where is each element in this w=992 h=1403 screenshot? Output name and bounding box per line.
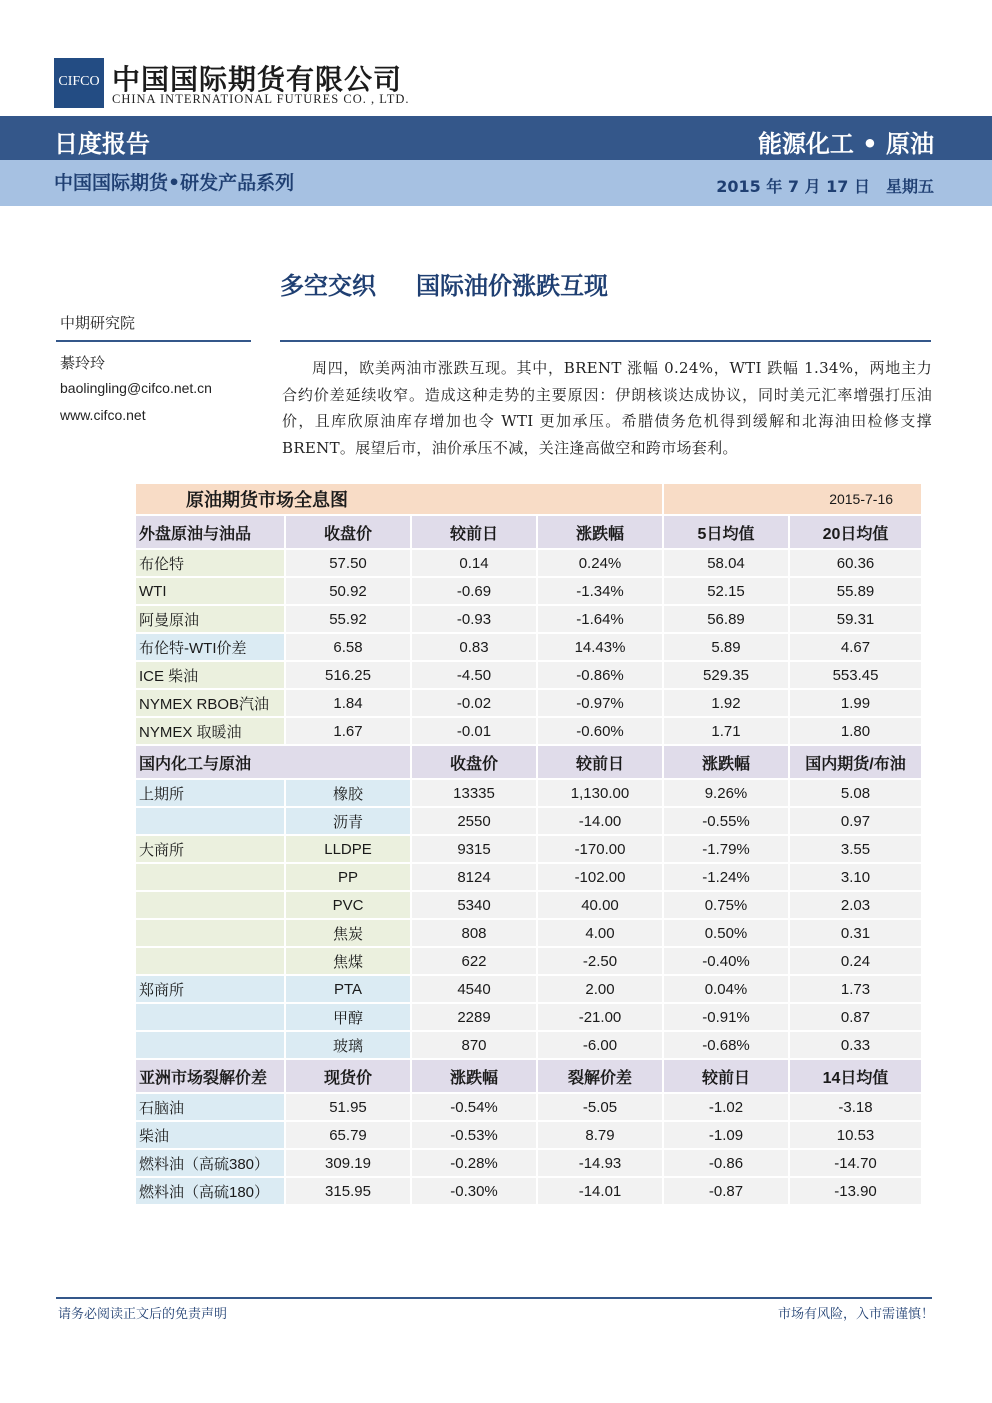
table-cell: -13.90 xyxy=(789,1177,922,1205)
exchange-label xyxy=(135,863,285,891)
table-cell: 50.92 xyxy=(285,577,411,605)
row-label: 布伦特 xyxy=(135,549,285,577)
column-header: 外盘原油与油品 xyxy=(135,515,285,549)
table-cell: -0.93 xyxy=(411,605,537,633)
logo-mark: CIFCO xyxy=(58,74,100,89)
author-email[interactable]: baolingling@cifco.net.cn xyxy=(60,380,212,396)
report-type: 日度报告 xyxy=(54,130,150,158)
row-label: 阿曼原油 xyxy=(135,605,285,633)
table-cell: 5340 xyxy=(411,891,537,919)
table-cell: 1.73 xyxy=(789,975,922,1003)
table-cell: -14.93 xyxy=(537,1149,663,1177)
table-cell: -4.50 xyxy=(411,661,537,689)
table-cell: 0.24% xyxy=(537,549,663,577)
table-cell: -0.97% xyxy=(537,689,663,717)
table-cell: 315.95 xyxy=(285,1177,411,1205)
table-cell: -0.87 xyxy=(663,1177,789,1205)
table-cell: 516.25 xyxy=(285,661,411,689)
author-name: 綦玲玲 xyxy=(60,354,106,372)
table-cell: 2550 xyxy=(411,807,537,835)
exchange-label xyxy=(135,807,285,835)
product-label: 橡胶 xyxy=(285,779,411,807)
table-cell: 9.26% xyxy=(663,779,789,807)
table-row xyxy=(135,863,922,891)
table-cell: -0.54% xyxy=(411,1093,537,1121)
table-row xyxy=(135,1177,922,1205)
table-cell: -1.34% xyxy=(537,577,663,605)
table-cell: 57.50 xyxy=(285,549,411,577)
product-label: PP xyxy=(285,863,411,891)
company-website[interactable]: www.cifco.net xyxy=(60,407,146,423)
table-cell: 1.67 xyxy=(285,717,411,745)
table-cell: 65.79 xyxy=(285,1121,411,1149)
row-label: 燃料油（高硫180） xyxy=(135,1177,285,1205)
exchange-label: 郑商所 xyxy=(135,975,285,1003)
product-label: LLDPE xyxy=(285,835,411,863)
table-cell: 9315 xyxy=(411,835,537,863)
table-cell: 2.03 xyxy=(789,891,922,919)
row-label: 布伦特-WTI价差 xyxy=(135,633,285,661)
product-label: 焦煤 xyxy=(285,947,411,975)
column-header: 收盘价 xyxy=(411,745,537,779)
table-row xyxy=(135,1149,922,1177)
table-cell: -0.30% xyxy=(411,1177,537,1205)
table-cell: 622 xyxy=(411,947,537,975)
table-cell: -1.64% xyxy=(537,605,663,633)
table-cell: 56.89 xyxy=(663,605,789,633)
table-cell: -3.18 xyxy=(789,1093,922,1121)
table-cell: 5.89 xyxy=(663,633,789,661)
company-name-cn: 中国国际期货有限公司 xyxy=(112,63,403,96)
table-cell: 51.95 xyxy=(285,1093,411,1121)
table-row xyxy=(135,1093,922,1121)
report-date: 2015 年 7 月 17 日 星期五 xyxy=(716,177,934,196)
table-cell: 0.33 xyxy=(789,1031,922,1059)
table-cell: -0.40% xyxy=(663,947,789,975)
table-cell: -0.02 xyxy=(411,689,537,717)
table-cell: 5.08 xyxy=(789,779,922,807)
table-row xyxy=(135,975,922,1003)
column-header: 较前日 xyxy=(537,745,663,779)
row-label: NYMEX RBOB汽油 xyxy=(135,689,285,717)
table-cell: 808 xyxy=(411,919,537,947)
table-row xyxy=(135,605,922,633)
summary-paragraph: 周四，欧美两油市涨跌互现。其中，BRENT 涨幅 0.24%，WTI 跌幅 1.34%，两地主力合约价差延续收窄。造成这种走势的主要原因：伊朗核谈达成协议，同时美元汇率增强打压油价，且库欣原油库存增加也令 WTI 更加承压。希腊债务危机得到缓解和北海油田检修支撑 BRENT。展望后市，油价承压不减，关注逢高做空和跨市场套利。 xyxy=(282,359,932,457)
section-header-crack-spread xyxy=(135,1059,922,1093)
table-cell: 2289 xyxy=(411,1003,537,1031)
row-label: NYMEX 取暖油 xyxy=(135,717,285,745)
table-cell: 59.31 xyxy=(789,605,922,633)
table-row xyxy=(135,689,922,717)
table-cell: -0.68% xyxy=(663,1031,789,1059)
table-cell: 4.67 xyxy=(789,633,922,661)
table-title: 原油期货市场全息图 xyxy=(135,483,663,515)
table-cell: 52.15 xyxy=(663,577,789,605)
table-row xyxy=(135,549,922,577)
column-header: 14日均值 xyxy=(789,1059,922,1093)
table-cell: -14.70 xyxy=(789,1149,922,1177)
company-logo xyxy=(54,58,104,108)
table-cell: -0.86 xyxy=(663,1149,789,1177)
report-series: 中国国际期货•研发产品系列 xyxy=(54,172,295,194)
table-cell: 8124 xyxy=(411,863,537,891)
column-header: 涨跌幅 xyxy=(537,515,663,549)
table-cell: 3.55 xyxy=(789,835,922,863)
summary-divider xyxy=(280,340,931,342)
table-row xyxy=(135,717,922,745)
table-row xyxy=(135,1121,922,1149)
table-cell: -14.00 xyxy=(537,807,663,835)
row-label: 燃料油（高硫380） xyxy=(135,1149,285,1177)
product-label: 沥青 xyxy=(285,807,411,835)
table-cell: 1.80 xyxy=(789,717,922,745)
company-name-en: CHINA INTERNATIONAL FUTURES CO. , LTD. xyxy=(112,92,410,106)
exchange-label xyxy=(135,891,285,919)
table-cell: 14.43% xyxy=(537,633,663,661)
table-cell: -0.86% xyxy=(537,661,663,689)
table-row xyxy=(135,1003,922,1031)
headline-part1: 多空交织 xyxy=(280,272,376,300)
table-cell: 0.24 xyxy=(789,947,922,975)
institute-name: 中期研究院 xyxy=(60,314,136,332)
table-cell: -14.01 xyxy=(537,1177,663,1205)
table-row xyxy=(135,947,922,975)
table-cell: 0.04% xyxy=(663,975,789,1003)
table-cell: -170.00 xyxy=(537,835,663,863)
table-cell: 0.75% xyxy=(663,891,789,919)
table-cell: 870 xyxy=(411,1031,537,1059)
exchange-label xyxy=(135,947,285,975)
table-cell: 55.89 xyxy=(789,577,922,605)
table-cell: 529.35 xyxy=(663,661,789,689)
table-cell: -1.24% xyxy=(663,863,789,891)
section-header-domestic xyxy=(135,745,922,779)
section-header-overseas xyxy=(135,515,922,549)
table-cell: -102.00 xyxy=(537,863,663,891)
exchange-label: 上期所 xyxy=(135,779,285,807)
column-header: 国内期货/布油 xyxy=(789,745,922,779)
table-cell: -0.53% xyxy=(411,1121,537,1149)
table-cell: -0.60% xyxy=(537,717,663,745)
table-cell: -0.69 xyxy=(411,577,537,605)
table-cell: 2.00 xyxy=(537,975,663,1003)
sidebar-divider xyxy=(56,340,251,342)
exchange-label xyxy=(135,919,285,947)
exchange-label xyxy=(135,1003,285,1031)
column-header: 涨跌幅 xyxy=(411,1059,537,1093)
column-header: 收盘价 xyxy=(285,515,411,549)
column-header: 较前日 xyxy=(663,1059,789,1093)
table-row xyxy=(135,633,922,661)
table-cell: 13335 xyxy=(411,779,537,807)
product-label: 焦炭 xyxy=(285,919,411,947)
table-cell: -1.09 xyxy=(663,1121,789,1149)
footer-disclaimer: 请务必阅读正文后的免责声明 xyxy=(58,1307,228,1322)
table-row xyxy=(135,779,922,807)
table-cell: 1.99 xyxy=(789,689,922,717)
table-cell: -0.01 xyxy=(411,717,537,745)
table-cell: -5.05 xyxy=(537,1093,663,1121)
table-cell: -0.28% xyxy=(411,1149,537,1177)
footer-divider xyxy=(56,1297,932,1299)
table-cell: -1.79% xyxy=(663,835,789,863)
table-cell: 3.10 xyxy=(789,863,922,891)
row-label: 石脑油 xyxy=(135,1093,285,1121)
column-header: 现货价 xyxy=(285,1059,411,1093)
table-cell: 55.92 xyxy=(285,605,411,633)
table-cell: 6.58 xyxy=(285,633,411,661)
table-cell: 309.19 xyxy=(285,1149,411,1177)
product-label: PVC xyxy=(285,891,411,919)
table-cell: 0.83 xyxy=(411,633,537,661)
table-cell: -0.91% xyxy=(663,1003,789,1031)
product-label: 甲醇 xyxy=(285,1003,411,1031)
table-cell: 40.00 xyxy=(537,891,663,919)
row-label: WTI xyxy=(135,577,285,605)
table-cell: 0.50% xyxy=(663,919,789,947)
report-sector: 能源化工 • 原油 xyxy=(757,130,934,158)
column-header: 20日均值 xyxy=(789,515,922,549)
table-row xyxy=(135,919,922,947)
table-cell: 0.87 xyxy=(789,1003,922,1031)
table-cell: 0.31 xyxy=(789,919,922,947)
table-row xyxy=(135,835,922,863)
table-cell: -2.50 xyxy=(537,947,663,975)
market-table xyxy=(134,482,923,1206)
table-cell: 8.79 xyxy=(537,1121,663,1149)
exchange-label xyxy=(135,1031,285,1059)
table-row xyxy=(135,807,922,835)
headline xyxy=(280,266,608,301)
column-header: 国内化工与原油 xyxy=(135,745,411,779)
table-cell: -0.55% xyxy=(663,807,789,835)
footer-risk-warning: 市场有风险，入市需谨慎！ xyxy=(777,1307,934,1322)
table-title-row xyxy=(135,483,922,515)
column-header: 5日均值 xyxy=(663,515,789,549)
column-header: 较前日 xyxy=(411,515,537,549)
product-label: 玻璃 xyxy=(285,1031,411,1059)
table-cell: 1.84 xyxy=(285,689,411,717)
table-row xyxy=(135,1031,922,1059)
table-cell: 1.71 xyxy=(663,717,789,745)
table-cell: 553.45 xyxy=(789,661,922,689)
table-cell: -1.02 xyxy=(663,1093,789,1121)
table-cell: 0.97 xyxy=(789,807,922,835)
table-cell: 4540 xyxy=(411,975,537,1003)
table-cell: 1.92 xyxy=(663,689,789,717)
table-cell: 4.00 xyxy=(537,919,663,947)
table-cell: 1,130.00 xyxy=(537,779,663,807)
column-header: 裂解价差 xyxy=(537,1059,663,1093)
table-cell: 10.53 xyxy=(789,1121,922,1149)
table-cell: 0.14 xyxy=(411,549,537,577)
table-row xyxy=(135,577,922,605)
row-label: ICE 柴油 xyxy=(135,661,285,689)
table-cell: -21.00 xyxy=(537,1003,663,1031)
table-date: 2015-7-16 xyxy=(663,483,922,515)
table-cell: 60.36 xyxy=(789,549,922,577)
table-row xyxy=(135,891,922,919)
row-label: 柴油 xyxy=(135,1121,285,1149)
column-header: 亚洲市场裂解价差 xyxy=(135,1059,285,1093)
exchange-label: 大商所 xyxy=(135,835,285,863)
table-row xyxy=(135,661,922,689)
table-cell: 58.04 xyxy=(663,549,789,577)
column-header: 涨跌幅 xyxy=(663,745,789,779)
headline-part2: 国际油价涨跌互现 xyxy=(416,272,608,300)
product-label: PTA xyxy=(285,975,411,1003)
table-cell: -6.00 xyxy=(537,1031,663,1059)
